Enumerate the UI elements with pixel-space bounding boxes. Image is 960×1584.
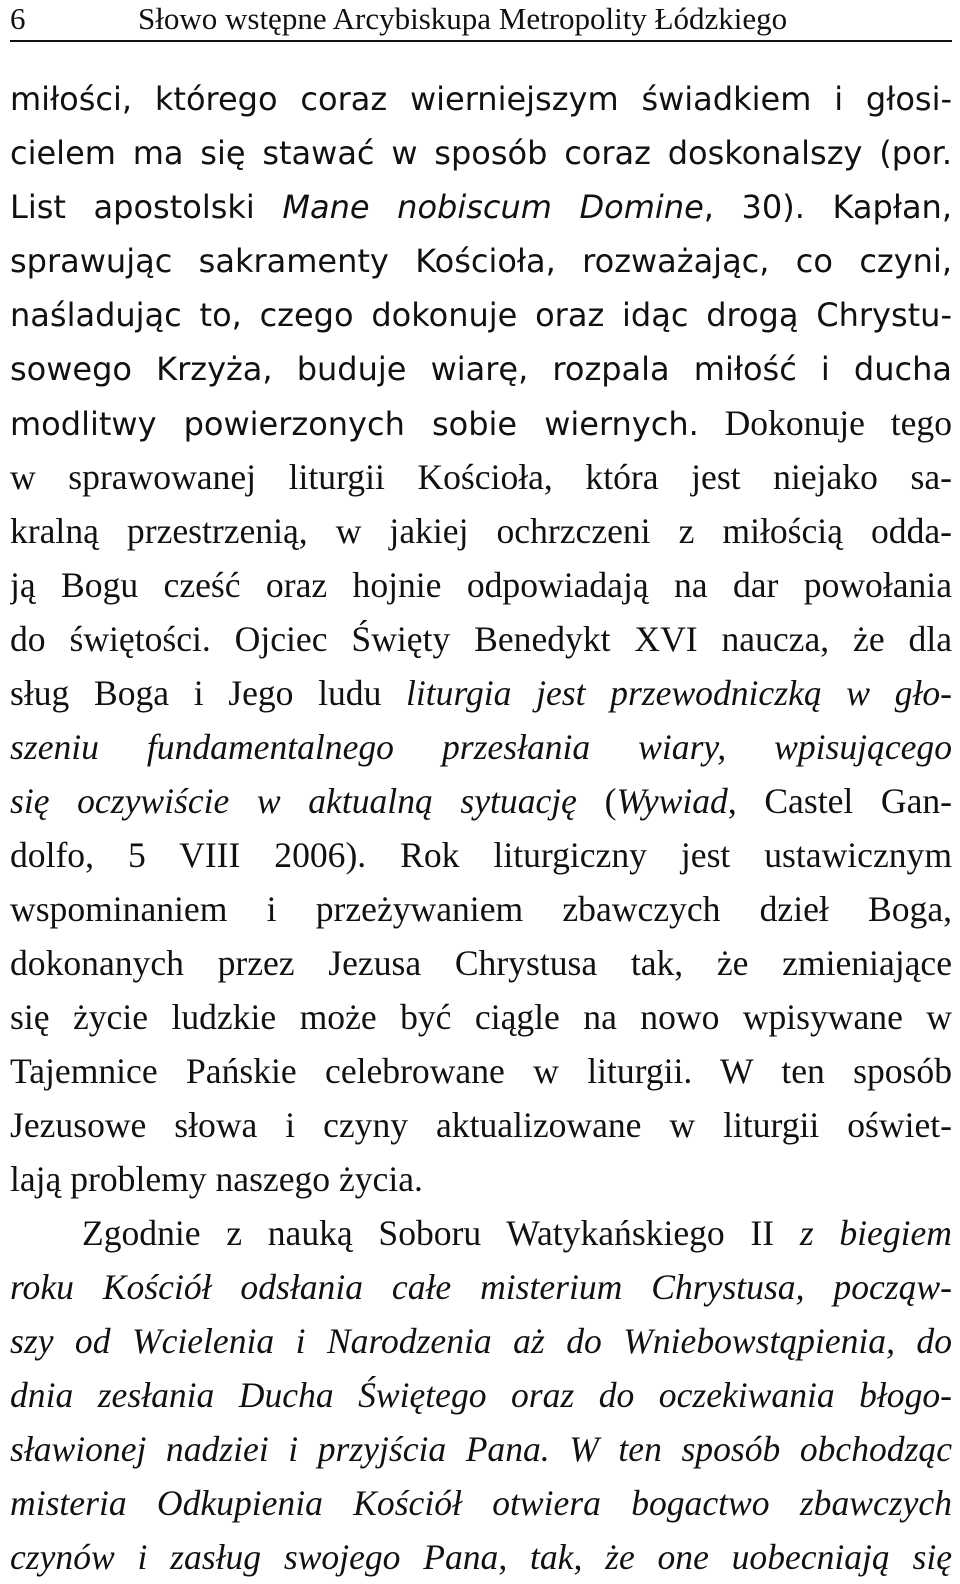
header-title: Słowo wstępne Arcybiskupa Metropolity Łódzkiego <box>138 1 788 36</box>
text-line: misteria Odkupienia Kościół otwiera bogactwo zbawczych <box>10 1483 952 1523</box>
text-line: szy od Wcielenia i Narodzenia aż do Wniebowstąpienia, do <box>10 1321 952 1361</box>
text-line: czynów i zasług swojego Pana, tak, że one uobecniają się <box>10 1537 952 1577</box>
text-line: się życie ludzkie może być ciągle na nowo wpisywane w <box>10 997 952 1037</box>
text-line: sprawując sakramenty Kościoła, rozważając, co czyni, <box>10 242 952 280</box>
text-line: cielem ma się stawać w sposób coraz doskonalszy (por. <box>10 134 952 172</box>
text-line: lają problemy naszego życia. <box>10 1159 423 1199</box>
paragraph-1 <box>10 72 952 1206</box>
text-line: Zgodnie z nauką Soboru Watykańskiego II z biegiem <box>82 1213 952 1253</box>
text-line: roku Kościół odsłania całe misterium Chrystusa, począw- <box>10 1267 952 1307</box>
text-line: do świętości. Ojciec Święty Benedykt XVI naucza, że dla <box>10 619 952 659</box>
text-line: List apostolski Mane nobiscum Domine, 30). Kapłan, <box>10 188 952 226</box>
text-line: szeniu fundamentalnego przesłania wiary, wpisującego <box>10 727 952 767</box>
text-line: sług Boga i Jego ludu liturgia jest przewodniczką w gło- <box>10 673 952 713</box>
text-line: sławionej nadziei i przyjścia Pana. W ten sposób obchodząc <box>10 1429 952 1469</box>
text-line: w sprawowanej liturgii Kościoła, która jest niejako sa- <box>10 457 952 497</box>
text-line: naśladując to, czego dokonuje oraz idąc drogą Chrystu- <box>10 296 952 334</box>
body-text <box>10 72 952 1584</box>
text-line: dolfo, 5 VIII 2006). Rok liturgiczny jest ustawicznym <box>10 835 952 875</box>
text-line: ją Bogu cześć oraz hojnie odpowiadają na dar powołania <box>10 565 952 605</box>
text-line: miłości, którego coraz wierniejszym świadkiem i głosi- <box>10 80 952 118</box>
running-header <box>10 0 952 42</box>
text-line: Jezusowe słowa i czyny aktualizowane w liturgii oświet- <box>10 1105 952 1145</box>
text-line: modlitwy powierzonych sobie wiernych. Dokonuje tego <box>10 403 952 443</box>
text-line: kralną przestrzenią, w jakiej ochrzczeni z miłością odda- <box>10 511 952 551</box>
page-number: 6 <box>10 1 26 36</box>
paragraph-2 <box>10 1206 952 1584</box>
text-line: Tajemnice Pańskie celebrowane w liturgii. W ten sposób <box>10 1051 952 1091</box>
text-line: dnia zesłania Ducha Świętego oraz do oczekiwania błogo- <box>10 1375 952 1415</box>
text-line: sowego Krzyża, buduje wiarę, rozpala miłość i ducha <box>10 350 952 388</box>
text-line: się oczywiście w aktualną sytuację (Wywiad, Castel Gan- <box>10 781 952 821</box>
text-line: wspominaniem i przeżywaniem zbawczych dzieł Boga, <box>10 889 952 929</box>
text-line: dokonanych przez Jezusa Chrystusa tak, że zmieniające <box>10 943 952 983</box>
